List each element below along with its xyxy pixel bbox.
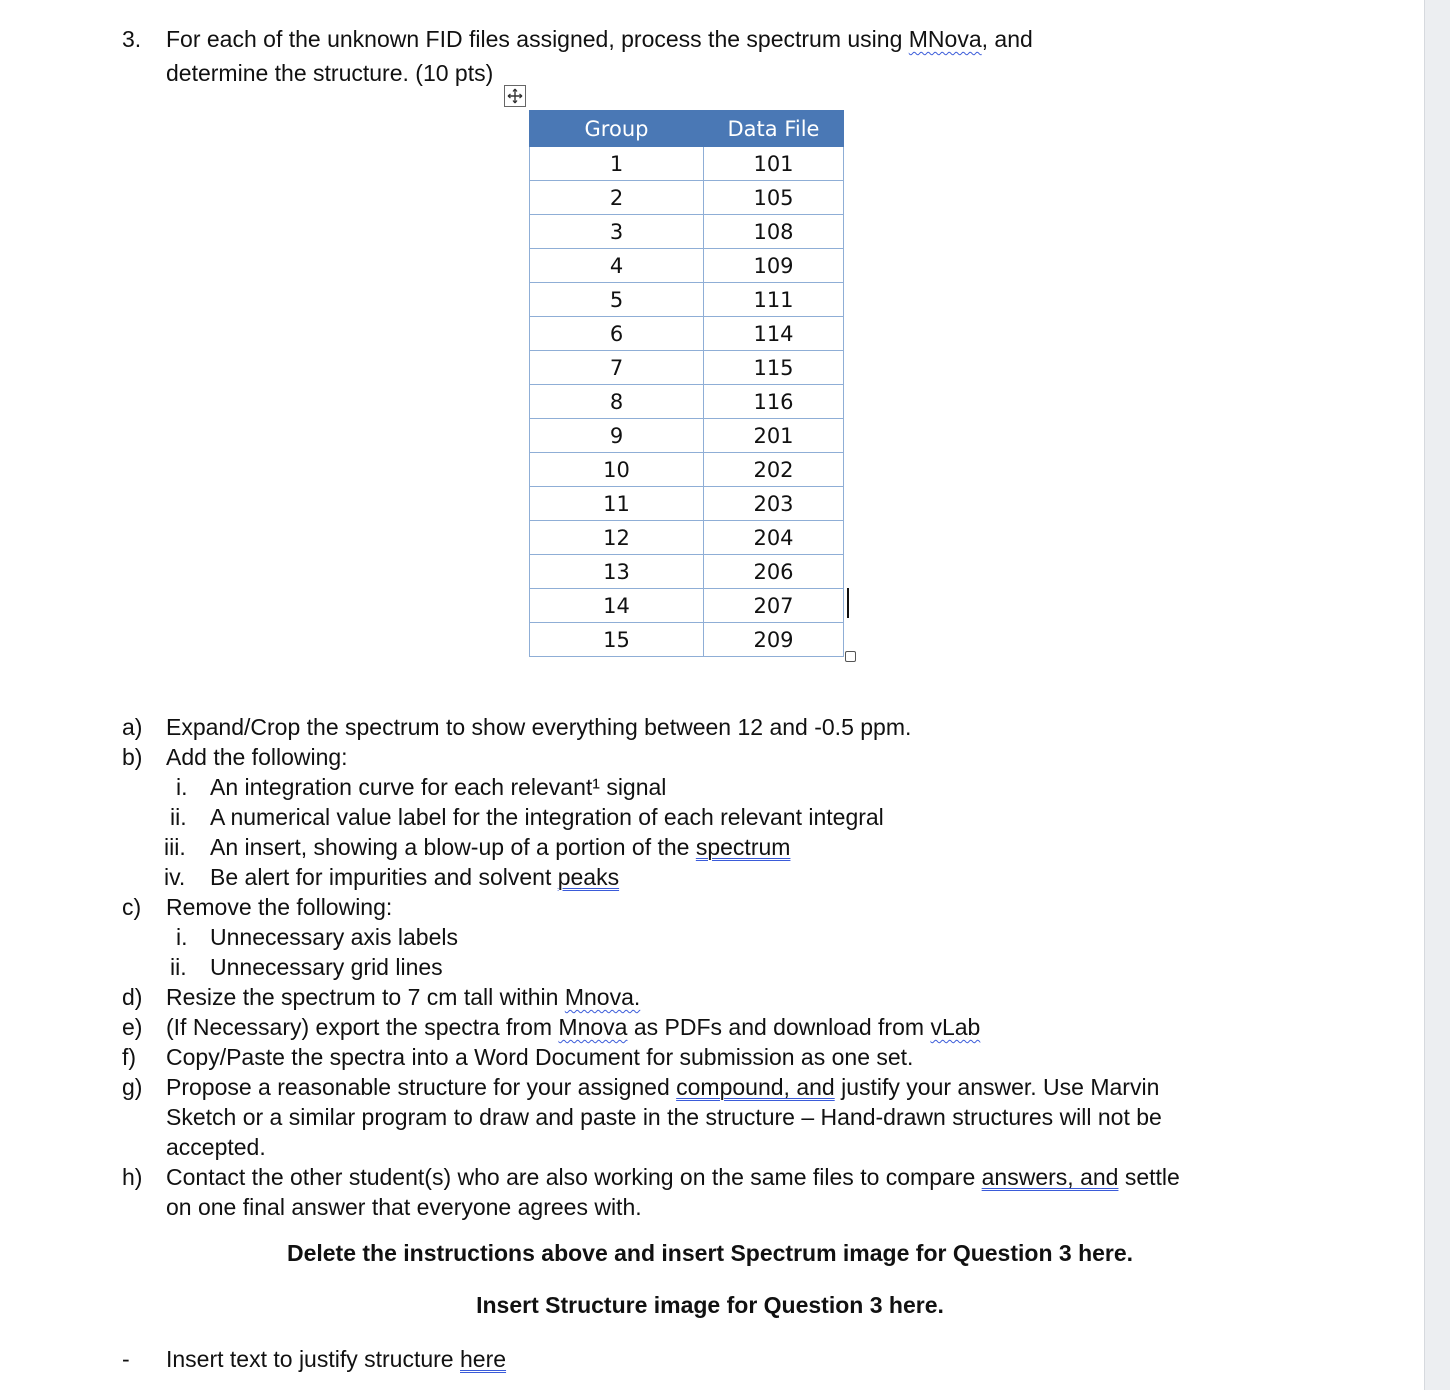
question-number: 3. [122,26,142,52]
group-cell[interactable]: 13 [530,555,704,589]
data-file-cell[interactable]: 114 [704,317,844,351]
step-c-ii-marker: ii. [170,954,187,980]
step-g-marker: g) [122,1074,143,1100]
grammar-peaks: peaks [557,864,620,890]
move-icon [507,88,523,104]
step-d-marker: d) [122,984,143,1010]
grammar-spectrum: spectrum [695,834,791,860]
data-file-cell[interactable]: 115 [704,351,844,385]
table-row[interactable] [530,283,844,317]
table-resize-handle[interactable] [845,651,856,662]
group-cell[interactable]: 9 [530,419,704,453]
spelling-mnova: MNova [908,26,982,52]
grammar-compound-and: compound, and [676,1074,835,1100]
group-cell[interactable]: 11 [530,487,704,521]
data-file-cell[interactable]: 209 [704,623,844,657]
step-b-ii-marker: ii. [170,804,187,830]
data-file-cell[interactable]: 202 [704,453,844,487]
header-data-file: Data File [704,111,844,147]
group-cell[interactable]: 8 [530,385,704,419]
step-b-marker: b) [122,744,143,770]
step-a-text: Expand/Crop the spectrum to show everything between 12 and -0.5 ppm. [166,714,912,740]
step-b-i-text: An integration curve for each relevant¹ signal [210,774,667,800]
step-c-i-marker: i. [176,924,188,950]
group-cell[interactable]: 12 [530,521,704,555]
table-row[interactable] [530,147,844,181]
step-b-ii-text: A numerical value label for the integration of each relevant integral [210,804,884,830]
group-data-table[interactable] [529,110,844,657]
step-h-marker: h) [122,1164,143,1190]
spelling-mnova: Mnova [558,1014,628,1040]
group-cell[interactable]: 3 [530,215,704,249]
grammar-here: here [460,1346,507,1372]
group-cell[interactable]: 4 [530,249,704,283]
step-b-text: Add the following: [166,744,348,770]
data-file-cell[interactable]: 203 [704,487,844,521]
step-c-marker: c) [122,894,142,920]
data-file-cell[interactable]: 207 [704,589,844,623]
step-g-line-3: accepted. [166,1134,266,1160]
spectrum-placeholder[interactable]: Delete the instructions above and insert Spectrum image for Question 3 here. [286,1240,1134,1266]
group-cell[interactable]: 7 [530,351,704,385]
page-margin-edge [1424,0,1450,1390]
spelling-mnova: Mnova. [564,984,641,1010]
justify-text[interactable]: Insert text to justify structure here [166,1346,507,1372]
table-header-row [530,111,844,147]
table-row[interactable] [530,555,844,589]
group-cell[interactable]: 1 [530,147,704,181]
structure-placeholder[interactable]: Insert Structure image for Question 3 here. [476,1292,944,1318]
step-c-i-text: Unnecessary axis labels [210,924,459,950]
step-e-marker: e) [122,1014,143,1040]
question-line-1: For each of the unknown FID files assigned, process the spectrum using MNova, and [166,26,1033,52]
text-cursor [847,588,849,618]
spelling-vlab: vLab [930,1014,981,1040]
table-row[interactable] [530,487,844,521]
group-cell[interactable]: 2 [530,181,704,215]
step-b-i-marker: i. [176,774,188,800]
data-file-cell[interactable]: 109 [704,249,844,283]
group-cell[interactable]: 5 [530,283,704,317]
step-c-ii-text: Unnecessary grid lines [210,954,443,980]
table-row[interactable] [530,181,844,215]
table-row[interactable] [530,249,844,283]
data-file-cell[interactable]: 101 [704,147,844,181]
group-cell[interactable]: 6 [530,317,704,351]
data-file-cell[interactable]: 201 [704,419,844,453]
step-h-line-2: on one final answer that everyone agrees with. [166,1194,642,1220]
step-c-text: Remove the following: [166,894,393,920]
table-row[interactable] [530,623,844,657]
data-file-cell[interactable]: 111 [704,283,844,317]
step-b-iv-text: Be alert for impurities and solvent peaks [210,864,620,890]
header-group: Group [530,111,704,147]
data-file-cell[interactable]: 204 [704,521,844,555]
justify-bullet: - [122,1346,130,1372]
step-e-text: (If Necessary) export the spectra from Mnova as PDFs and download from vLab [166,1014,981,1040]
table-move-handle[interactable] [504,85,526,107]
grammar-answers-and: answers, and [981,1164,1119,1190]
step-b-iv-marker: iv. [164,864,186,890]
table-row[interactable] [530,215,844,249]
data-file-cell[interactable]: 116 [704,385,844,419]
data-file-cell[interactable]: 105 [704,181,844,215]
table-row[interactable] [530,521,844,555]
data-file-cell[interactable]: 206 [704,555,844,589]
step-g-line-1: Propose a reasonable structure for your assigned compound, and justify your answer. Use Marvin [166,1074,1160,1100]
question-line-2: determine the structure. (10 pts) [166,60,494,86]
table-row[interactable] [530,419,844,453]
step-d-text: Resize the spectrum to 7 cm tall within Mnova. [166,984,641,1010]
table-row[interactable] [530,317,844,351]
step-f-marker: f) [122,1044,137,1070]
step-b-iii-text: An insert, showing a blow-up of a portion of the spectrum [210,834,791,860]
data-file-cell[interactable]: 108 [704,215,844,249]
table-row[interactable] [530,453,844,487]
step-h-line-1: Contact the other student(s) who are also working on the same files to compare answers, and settle [166,1164,1180,1190]
step-a-marker: a) [122,714,143,740]
group-cell[interactable]: 14 [530,589,704,623]
step-b-iii-marker: iii. [164,834,186,860]
table-row[interactable] [530,351,844,385]
step-f-text: Copy/Paste the spectra into a Word Document for submission as one set. [166,1044,914,1070]
step-g-line-2: Sketch or a similar program to draw and paste in the structure – Hand-drawn structures will not be [166,1104,1162,1130]
group-cell[interactable]: 15 [530,623,704,657]
table-row[interactable] [530,589,844,623]
table-row[interactable] [530,385,844,419]
group-cell[interactable]: 10 [530,453,704,487]
